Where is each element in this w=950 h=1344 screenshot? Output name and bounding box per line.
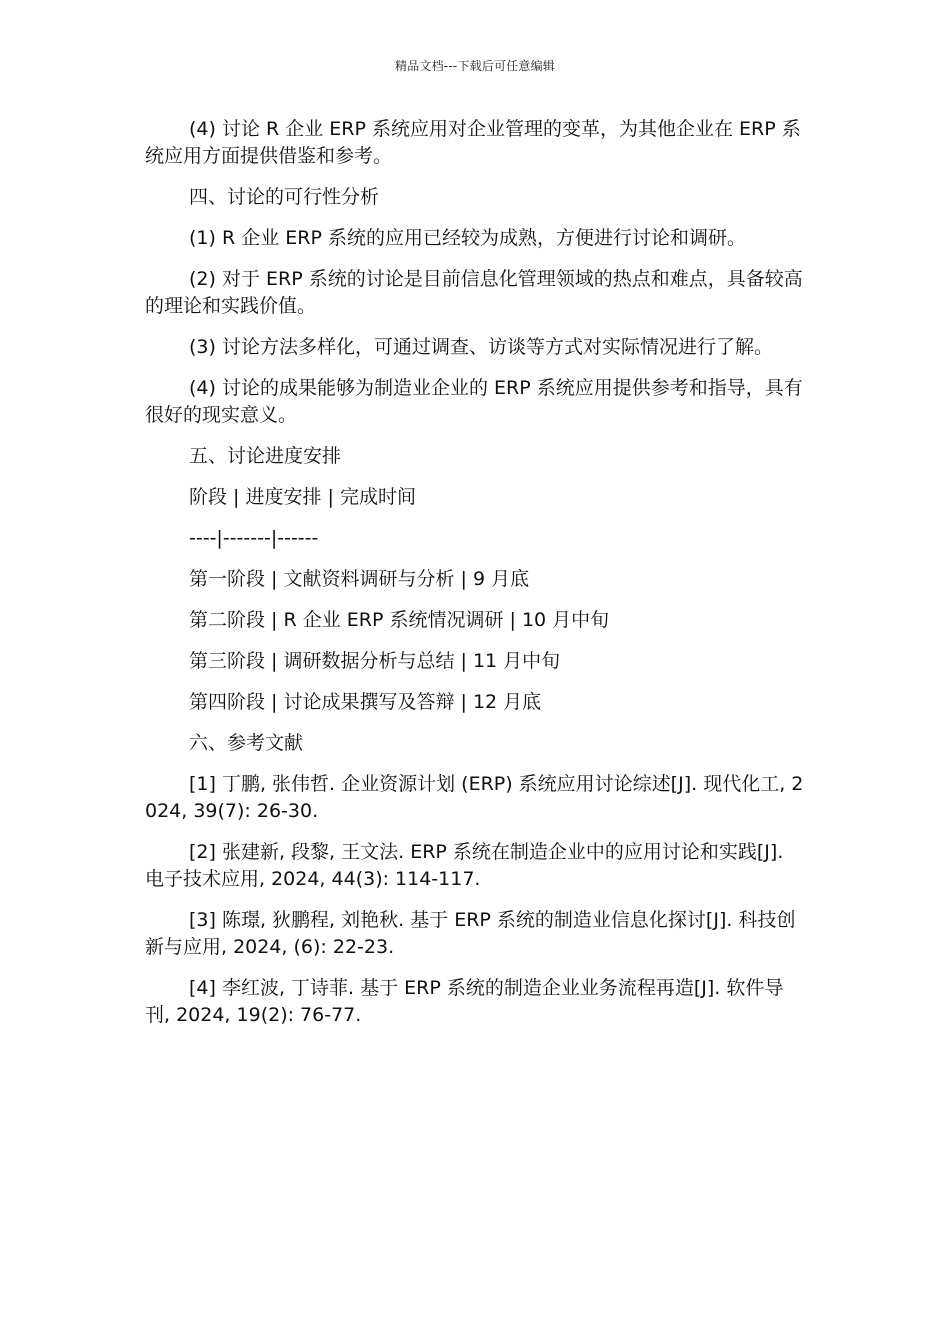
paragraph-feasibility-1: (1) R 企业 ERP 系统的应用已经较为成熟，方便进行讨论和调研。 [189, 227, 746, 249]
reference-item: [3] 陈璟, 狄鹏程, 刘艳秋. 基于 ERP 系统的制造业信息化探讨[J]. 科技创新与应用, 2024, (6): 22-23. [145, 909, 796, 958]
document-body [145, 116, 805, 1043]
reference-item: [1] 丁鹏, 张伟哲. 企业资源计划 (ERP) 系统应用讨论综述[J]. 现代化工, 2024, 39(7): 26-30. [145, 773, 804, 822]
paragraph-feasibility-2: (2) 对于 ERP 系统的讨论是目前信息化管理领域的热点和难点，具备较高的理论和实践价值。 [145, 268, 803, 317]
section-heading-schedule: 五、讨论进度安排 [189, 445, 342, 467]
schedule-row: 第四阶段 | 讨论成果撰写及答辩 | 12 月底 [189, 691, 542, 713]
reference-item: [4] 李红波, 丁诗菲. 基于 ERP 系统的制造企业业务流程再造[J]. 软件导刊, 2024, 19(2): 76-77. [145, 977, 784, 1026]
paragraph-objective-4: (4) 讨论 R 企业 ERP 系统应用对企业管理的变革，为其他企业在 ERP 系统应用方面提供借鉴和参考。 [145, 118, 801, 167]
schedule-header-row: 阶段 | 进度安排 | 完成时间 [189, 486, 416, 508]
reference-item: [2] 张建新, 段黎, 王文法. ERP 系统在制造企业中的应用讨论和实践[J]. 电子技术应用, 2024, 44(3): 114-117. [145, 841, 784, 890]
section-heading-feasibility: 四、讨论的可行性分析 [189, 186, 380, 208]
schedule-separator-row: ----|-------|------ [189, 527, 319, 549]
section-heading-references: 六、参考文献 [189, 732, 304, 754]
schedule-row: 第二阶段 | R 企业 ERP 系统情况调研 | 10 月中旬 [189, 609, 610, 631]
page-header: 精品文档---下载后可任意编辑 [395, 59, 555, 73]
schedule-row: 第一阶段 | 文献资料调研与分析 | 9 月底 [189, 568, 530, 590]
schedule-row: 第三阶段 | 调研数据分析与总结 | 11 月中旬 [189, 650, 561, 672]
paragraph-feasibility-3: (3) 讨论方法多样化，可通过调查、访谈等方式对实际情况进行了解。 [189, 336, 773, 358]
paragraph-feasibility-4: (4) 讨论的成果能够为制造业企业的 ERP 系统应用提供参考和指导，具有很好的现实意义。 [145, 377, 803, 426]
